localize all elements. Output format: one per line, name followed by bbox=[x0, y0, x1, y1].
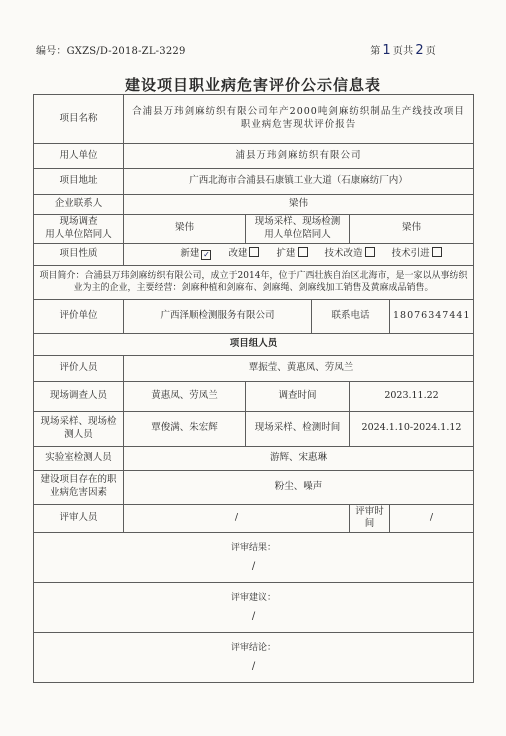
document-number: 编号：GXZS/D-2018-ZL-3229 bbox=[36, 46, 186, 57]
evaluators-value: 覃振莹、黄惠凤、劳凤兰 bbox=[124, 355, 474, 381]
phone-value: 18076347441 bbox=[390, 299, 474, 333]
row-reviewers bbox=[34, 504, 474, 533]
page-total: 2 bbox=[415, 43, 424, 58]
checkbox-empty-icon bbox=[365, 247, 375, 257]
nature-option-new[interactable] bbox=[180, 248, 211, 259]
lab-staff-value: 游辉、宋惠琳 bbox=[124, 446, 474, 470]
sampling-staff-label-line1: 现场采样、现场检 bbox=[40, 415, 117, 427]
nature-option-label: 扩建 bbox=[276, 248, 296, 260]
page-current: 1 bbox=[382, 43, 391, 58]
survey-escort-label bbox=[34, 215, 124, 244]
review-result-cell bbox=[34, 533, 474, 583]
review-advice-label: 评审建议： bbox=[231, 592, 277, 603]
sampling-escort-label-line2: 用人单位陪同人 bbox=[264, 228, 331, 240]
row-result bbox=[34, 533, 474, 583]
sampling-staff-label bbox=[34, 411, 124, 446]
checkbox-checked-icon: ✓ bbox=[203, 250, 210, 260]
page-indicator bbox=[370, 42, 436, 58]
employer-value: 浦县万玮剑麻纺织有限公司 bbox=[124, 144, 474, 169]
hazards-value: 粉尘、噪声 bbox=[124, 470, 474, 504]
review-advice-cell bbox=[34, 583, 474, 633]
project-name-value: 合浦县万玮剑麻纺织有限公司年产2000吨剑麻纺织制品生产线技改项目职业病危害现状评价报告 bbox=[124, 95, 474, 144]
row-survey bbox=[34, 381, 474, 411]
checkbox-empty-icon bbox=[249, 247, 259, 257]
address-label: 项目地址 bbox=[34, 169, 124, 195]
nature-option-tech-upgrade[interactable] bbox=[325, 248, 375, 259]
row-sampling bbox=[34, 411, 474, 446]
row-lab bbox=[34, 446, 474, 470]
row-eval-unit bbox=[34, 299, 474, 333]
contact-value: 梁伟 bbox=[124, 195, 474, 215]
sampling-time-value: 2024.1.10-2024.1.12 bbox=[350, 411, 474, 446]
reviewers-value: / bbox=[124, 504, 350, 533]
nature-option-label: 改建 bbox=[228, 248, 248, 260]
row-address bbox=[34, 169, 474, 195]
row-advice bbox=[34, 583, 474, 633]
phone-label: 联系电话 bbox=[312, 299, 390, 333]
review-result-value: / bbox=[251, 561, 256, 573]
contact-label: 企业联系人 bbox=[34, 195, 124, 215]
row-conclusion bbox=[34, 633, 474, 683]
survey-time-label: 调查时间 bbox=[246, 381, 350, 411]
review-time-label: 评审时间 bbox=[350, 504, 390, 533]
row-evaluators bbox=[34, 355, 474, 381]
lab-staff-label: 实验室检测人员 bbox=[34, 446, 124, 470]
nature-option-label: 新建 bbox=[180, 248, 200, 260]
sampling-time-label: 现场采样、检测时间 bbox=[246, 411, 350, 446]
nature-option-expand[interactable] bbox=[277, 248, 308, 259]
sampling-escort-value: 梁伟 bbox=[350, 215, 474, 244]
sampling-escort-label-line1: 现场采样、现场检测 bbox=[254, 216, 341, 227]
project-name-label: 项目名称 bbox=[34, 95, 124, 144]
address-value: 广西北海市合浦县石康镇工业大道（石康麻纺厂内） bbox=[124, 169, 474, 195]
hazards-label-line2: 业病危害因素 bbox=[49, 487, 107, 499]
sampling-staff-value: 覃俊满、朱宏辉 bbox=[124, 411, 246, 446]
review-conclusion-label: 评审结论： bbox=[231, 642, 277, 653]
nature-options bbox=[124, 243, 474, 265]
eval-unit-label: 评价单位 bbox=[34, 299, 124, 333]
survey-escort-label-line2: 用人单位陪同人 bbox=[45, 228, 112, 240]
row-project-name bbox=[34, 95, 474, 144]
review-result-label: 评审结果： bbox=[231, 542, 277, 553]
row-employer bbox=[34, 144, 474, 169]
survey-escort-value: 梁伟 bbox=[124, 215, 246, 244]
row-escort bbox=[34, 215, 474, 244]
nature-option-label: 技术改造 bbox=[324, 248, 363, 260]
review-conclusion-cell bbox=[34, 633, 474, 683]
survey-staff-value: 黄惠凤、劳凤兰 bbox=[124, 381, 246, 411]
checkbox-empty-icon bbox=[298, 247, 308, 257]
nature-option-tech-import[interactable] bbox=[392, 248, 442, 259]
project-intro: 项目简介：合浦县万玮剑麻纺织有限公司，成立于2014年，位于广西壮族自治区北海市，是一家以从事纺织业为主的企业，主要经营：剑麻种植和剑麻布、剑麻绳、剑麻线加工销售及黄麻成品销售。 bbox=[34, 265, 474, 299]
team-header: 项目组人员 bbox=[34, 333, 474, 355]
hazards-label-line1: 建设项目存在的职 bbox=[40, 474, 117, 486]
survey-staff-label: 现场调查人员 bbox=[34, 381, 124, 411]
row-intro bbox=[34, 265, 474, 299]
form-title: 建设项目职业病危害评价公示信息表 bbox=[124, 76, 381, 94]
sampling-escort-label bbox=[246, 215, 350, 244]
row-nature bbox=[34, 243, 474, 265]
eval-unit-value: 广西泽顺检测服务有限公司 bbox=[124, 299, 312, 333]
survey-escort-label-line1: 现场调查 bbox=[59, 216, 98, 227]
page-prefix: 第 bbox=[370, 46, 381, 57]
sampling-staff-label-line2: 测人员 bbox=[64, 428, 93, 440]
nature-option-rebuild[interactable] bbox=[228, 248, 259, 259]
nature-option-label: 技术引进 bbox=[391, 248, 430, 260]
review-advice-value: / bbox=[251, 611, 256, 623]
page-middle: 页共 bbox=[392, 46, 414, 57]
hazards-label bbox=[34, 470, 124, 504]
employer-label: 用人单位 bbox=[34, 144, 124, 169]
checkbox-empty-icon bbox=[432, 247, 442, 257]
row-team-header bbox=[34, 333, 474, 355]
disclosure-form-table bbox=[33, 94, 474, 683]
survey-time-value: 2023.11.22 bbox=[350, 381, 474, 411]
page-suffix: 页 bbox=[425, 46, 436, 57]
review-conclusion-value: / bbox=[251, 661, 256, 673]
row-hazards bbox=[34, 470, 474, 504]
evaluators-label: 评价人员 bbox=[34, 355, 124, 381]
reviewers-label: 评审人员 bbox=[34, 504, 124, 533]
row-contact bbox=[34, 195, 474, 215]
nature-label: 项目性质 bbox=[34, 243, 124, 265]
review-time-value: / bbox=[390, 504, 474, 533]
